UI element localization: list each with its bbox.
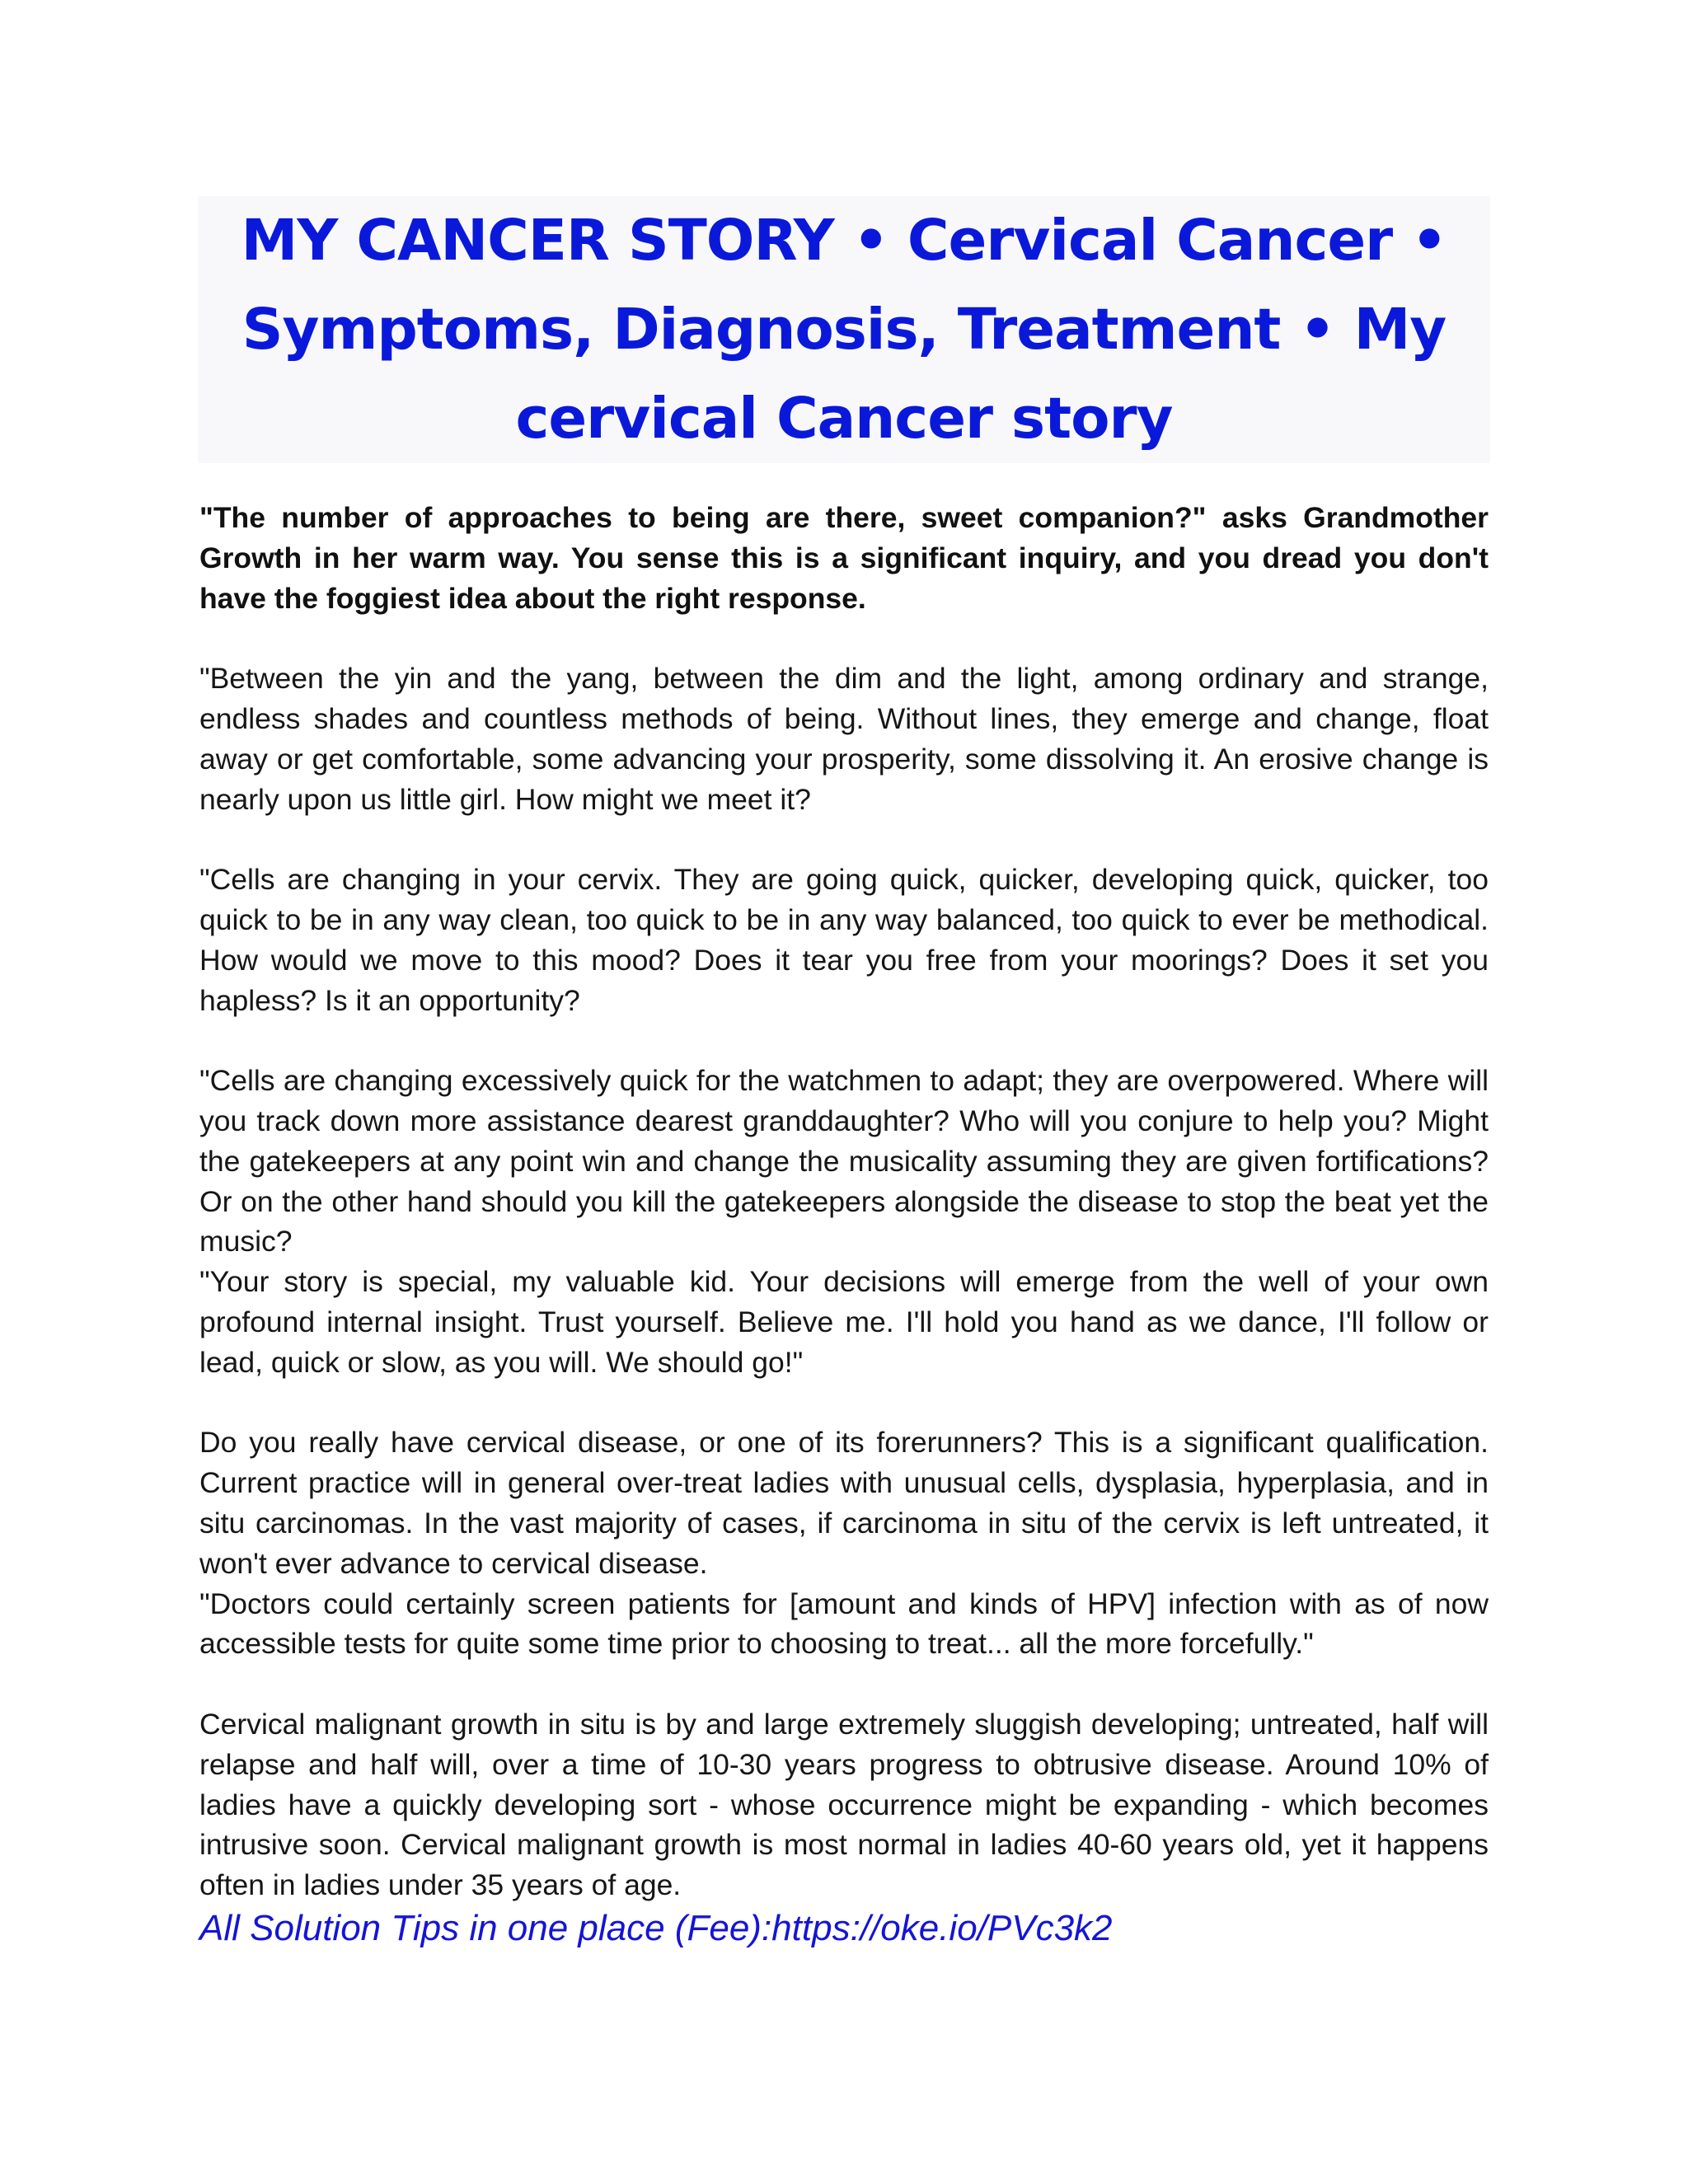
paragraph-in-situ: Cervical malignant growth in situ is by and large extremely sluggish developing; untreated, half will relapse and half will, over a time of 10-30 years progress to obtrusive disease. Around 10% of ladies have a quickly developing sort - whose occurrence might be expanding - which becomes intrusive soon. Cervical malignant growth is most normal in ladies 40-60 years old, yet it happens often in ladies under 35 years of age.	[199, 1707, 1489, 1902]
intro-paragraph: "The number of approaches to being are there, sweet companion?" asks Grandmother Growth in her warm way. You sense this is a significant inquiry, and you dread you don't have the foggiest idea about the right response.	[199, 501, 1489, 615]
paragraph-your-story: "Your story is special, my valuable kid. Your decisions will emerge from the well of your own profound internal insight. Trust yourself. Believe me. I'll hold you hand as we dance, I'll follow or lead, quick or slow, as you will. We should go!"	[199, 1265, 1489, 1379]
paragraph-yin-yang: "Between the yin and the yang, between the dim and the light, among ordinary and strange, endless shades and countless methods of being. Without lines, they emerge and change, float away or get comfortable, some advancing your prosperity, some dissolving it. An erosive change is nearly upon us little girl. How might we meet it?	[199, 662, 1489, 816]
paragraph-spacer	[199, 1020, 1489, 1061]
paragraph-spacer	[199, 618, 1489, 658]
solution-tips-link[interactable]: All Solution Tips in one place (Fee):https://oke.io/PVc3k2	[199, 1907, 1113, 1948]
paragraph-doctors-quote: "Doctors could certainly screen patients for [amount and kinds of HPV] infection with as of now accessible tests for quite some time prior to choosing to treat... all the more forcefully."	[199, 1586, 1489, 1661]
paragraph-watchmen: "Cells are changing excessively quick for the watchmen to adapt; they are overpowered. Where will you track down more assistance dearest granddaughter? Who will you conjure to help you? Might the gatekeepers at any point win and change the musicality assuming they are given fortifications? Or on the other hand should you kill the gatekeepers alongside the disease to stop the beat yet the music?	[199, 1064, 1489, 1258]
paragraph-cells-cervix: "Cells are changing in your cervix. They are going quick, quicker, developing quick, quicker, too quick to be in any way clean, too quick to be in any way balanced, too quick to ever be methodical. How would we move to this mood? Does it tear you free from your moorings? Does it set you hapless? Is it an opportunity?	[199, 863, 1489, 1017]
paragraph-spacer	[199, 819, 1489, 860]
title-banner	[198, 196, 1490, 463]
paragraph-spacer	[199, 1383, 1489, 1423]
article-body	[199, 498, 1489, 1952]
paragraph-qualification: Do you really have cervical disease, or one of its forerunners? This is a significant qualification. Current practice will in general over-treat ladies with unusual cells, dysplasia, hyperplasia, and in situ carcinomas. In the vast majority of cases, if carcinoma in situ of the cervix is left untreated, it won't ever advance to cervical disease.	[199, 1426, 1489, 1580]
paragraph-spacer	[199, 1664, 1489, 1704]
page-title: MY CANCER STORY • Cervical Cancer • Symptoms, Diagnosis, Treatment • My cervical Cancer story	[241, 208, 1447, 452]
